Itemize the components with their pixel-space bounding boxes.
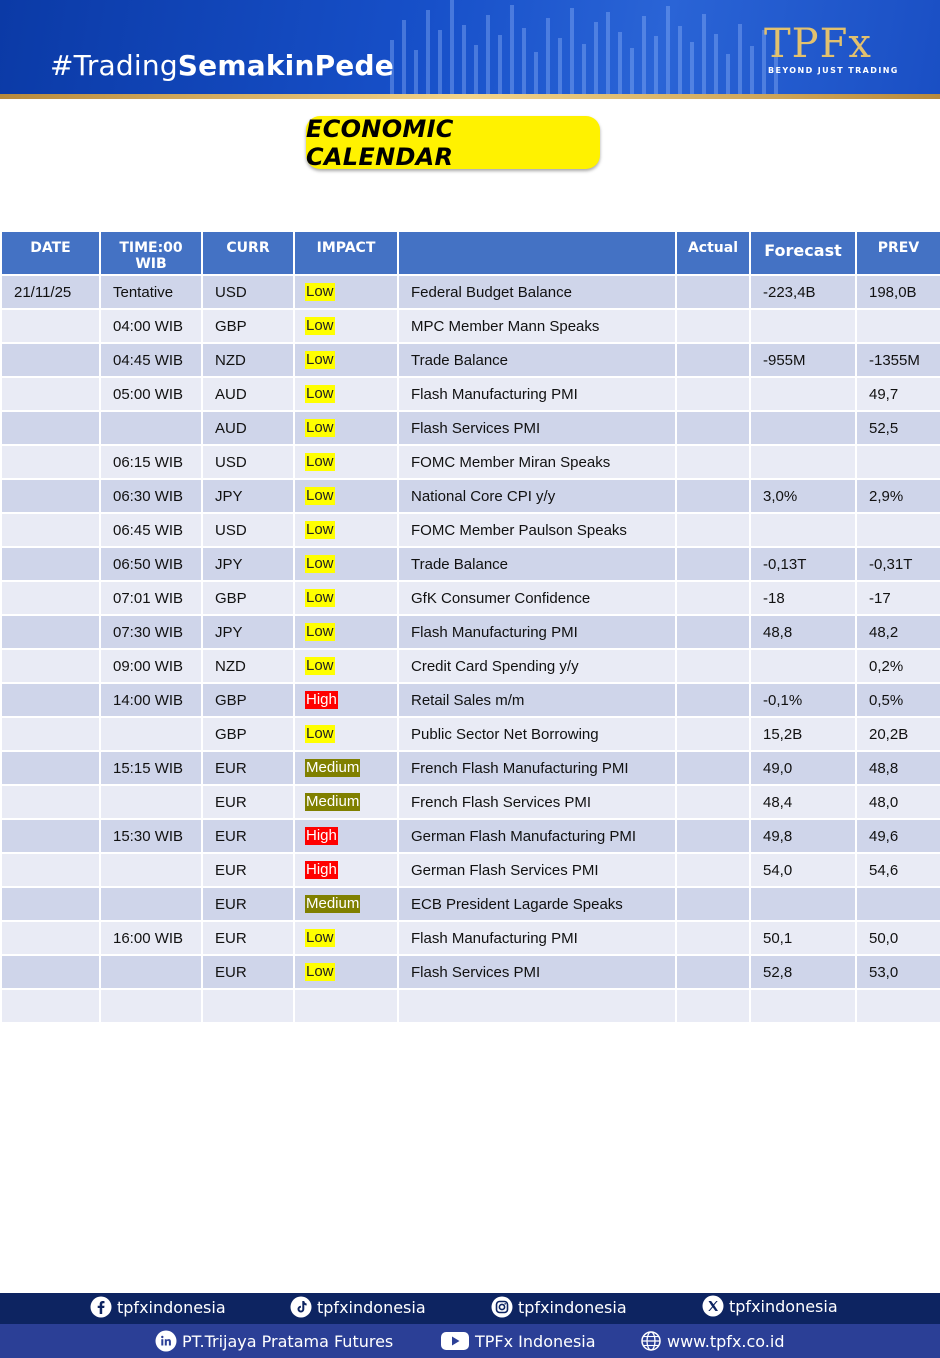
cell-prev <box>856 989 940 1023</box>
table-row <box>1 751 940 785</box>
col-header-date: DATE <box>1 231 100 275</box>
col-header-impact: IMPACT <box>294 231 398 275</box>
x-handle: tpfxindonesia <box>729 1296 838 1316</box>
cell-impact <box>294 547 398 581</box>
table-row <box>1 513 940 547</box>
cell-prev: 0,2% <box>856 649 940 683</box>
table-row <box>1 309 940 343</box>
cell-curr: NZD <box>202 649 294 683</box>
instagram-icon <box>491 1296 513 1318</box>
cell-event: Flash Services PMI <box>398 411 676 445</box>
tiktok-handle: tpfxindonesia <box>317 1297 426 1317</box>
cell-time <box>100 989 202 1023</box>
cell-prev: 20,2B <box>856 717 940 751</box>
facebook-icon <box>90 1296 112 1318</box>
cell-event: Public Sector Net Borrowing <box>398 717 676 751</box>
table-row <box>1 683 940 717</box>
cell-date <box>1 513 100 547</box>
cell-date: 21/11/25 <box>1 275 100 309</box>
impact-badge: Low <box>306 453 334 470</box>
cell-actual <box>676 581 750 615</box>
cell-actual <box>676 275 750 309</box>
footer-facebook[interactable] <box>90 1296 226 1318</box>
cell-impact <box>294 615 398 649</box>
cell-time: 07:01 WIB <box>100 581 202 615</box>
cell-time: 09:00 WIB <box>100 649 202 683</box>
cell-impact <box>294 411 398 445</box>
cell-curr: GBP <box>202 309 294 343</box>
cell-actual <box>676 377 750 411</box>
cell-prev: 49,7 <box>856 377 940 411</box>
cell-event: Flash Manufacturing PMI <box>398 615 676 649</box>
cell-prev: 48,8 <box>856 751 940 785</box>
cell-time <box>100 411 202 445</box>
cell-curr: GBP <box>202 683 294 717</box>
cell-event: Trade Balance <box>398 343 676 377</box>
table-row <box>1 853 940 887</box>
cell-actual <box>676 887 750 921</box>
cell-event: Retail Sales m/m <box>398 683 676 717</box>
cell-impact <box>294 853 398 887</box>
cell-actual <box>676 921 750 955</box>
cell-time: Tentative <box>100 275 202 309</box>
cell-time: 04:00 WIB <box>100 309 202 343</box>
impact-badge: High <box>306 691 337 708</box>
website-url: www.tpfx.co.id <box>667 1331 785 1351</box>
cell-forecast <box>750 445 856 479</box>
cell-forecast: 54,0 <box>750 853 856 887</box>
cell-impact <box>294 275 398 309</box>
cell-date <box>1 445 100 479</box>
cell-curr: JPY <box>202 615 294 649</box>
economic-calendar-table <box>0 230 940 1024</box>
cell-date <box>1 309 100 343</box>
footer-instagram[interactable] <box>491 1296 627 1318</box>
col-header-event <box>398 231 676 275</box>
cell-time: 15:15 WIB <box>100 751 202 785</box>
cell-impact <box>294 445 398 479</box>
cell-event: French Flash Services PMI <box>398 785 676 819</box>
cell-date <box>1 649 100 683</box>
linkedin-icon <box>155 1330 177 1352</box>
cell-impact <box>294 989 398 1023</box>
cell-date <box>1 547 100 581</box>
footer-youtube[interactable] <box>440 1330 596 1352</box>
cell-prev: 49,6 <box>856 819 940 853</box>
cell-impact <box>294 785 398 819</box>
cell-date <box>1 683 100 717</box>
cell-impact <box>294 717 398 751</box>
cell-impact <box>294 479 398 513</box>
cell-event: Federal Budget Balance <box>398 275 676 309</box>
impact-badge: Low <box>306 351 334 368</box>
impact-badge: Medium <box>306 793 360 810</box>
cell-time <box>100 717 202 751</box>
impact-badge: Low <box>306 385 334 402</box>
cell-impact <box>294 921 398 955</box>
impact-badge: Low <box>306 623 334 640</box>
cell-impact <box>294 819 398 853</box>
impact-badge: Low <box>306 283 334 300</box>
cell-event: FOMC Member Miran Speaks <box>398 445 676 479</box>
cell-forecast: -0,13T <box>750 547 856 581</box>
cell-actual <box>676 343 750 377</box>
table-row <box>1 581 940 615</box>
globe-icon <box>640 1330 662 1352</box>
cell-date <box>1 377 100 411</box>
col-header-curr: CURR <box>202 231 294 275</box>
col-header-actual: Actual <box>676 231 750 275</box>
table-row <box>1 479 940 513</box>
cell-actual <box>676 785 750 819</box>
cell-impact <box>294 309 398 343</box>
header-banner <box>0 0 940 94</box>
cell-actual <box>676 615 750 649</box>
impact-badge: High <box>306 827 337 844</box>
tpfx-logo <box>764 22 904 82</box>
cell-prev: 2,9% <box>856 479 940 513</box>
cell-time: 06:45 WIB <box>100 513 202 547</box>
cell-actual <box>676 717 750 751</box>
cell-date <box>1 887 100 921</box>
cell-prev: 48,0 <box>856 785 940 819</box>
table-row <box>1 411 940 445</box>
cell-prev: 48,2 <box>856 615 940 649</box>
impact-badge: Low <box>306 521 334 538</box>
cell-prev: 53,0 <box>856 955 940 989</box>
footer-tiktok[interactable] <box>290 1296 426 1318</box>
cell-date <box>1 819 100 853</box>
cell-time <box>100 887 202 921</box>
cell-forecast <box>750 377 856 411</box>
cell-curr: AUD <box>202 411 294 445</box>
impact-badge: Medium <box>306 895 360 912</box>
cell-date <box>1 921 100 955</box>
cell-event: GfK Consumer Confidence <box>398 581 676 615</box>
cell-curr: USD <box>202 513 294 547</box>
table-row <box>1 887 940 921</box>
cell-actual <box>676 309 750 343</box>
cell-event: Credit Card Spending y/y <box>398 649 676 683</box>
cell-curr: EUR <box>202 921 294 955</box>
cell-event: MPC Member Mann Speaks <box>398 309 676 343</box>
cell-forecast: -223,4B <box>750 275 856 309</box>
impact-badge: Medium <box>306 759 360 776</box>
cell-time: 05:00 WIB <box>100 377 202 411</box>
table-body <box>1 275 940 1023</box>
impact-badge: High <box>306 861 337 878</box>
table-row <box>1 989 940 1023</box>
cell-forecast: 49,8 <box>750 819 856 853</box>
cell-prev <box>856 445 940 479</box>
footer-x[interactable] <box>702 1295 838 1317</box>
table-row <box>1 343 940 377</box>
cell-time <box>100 955 202 989</box>
cell-actual <box>676 819 750 853</box>
cell-actual <box>676 411 750 445</box>
cell-event: Flash Manufacturing PMI <box>398 921 676 955</box>
table-header-row <box>1 231 940 275</box>
cell-forecast <box>750 309 856 343</box>
cell-impact <box>294 751 398 785</box>
cell-date <box>1 785 100 819</box>
cell-curr: EUR <box>202 955 294 989</box>
cell-event: Flash Services PMI <box>398 955 676 989</box>
cell-curr: EUR <box>202 751 294 785</box>
gold-divider <box>0 94 940 99</box>
cell-forecast: 3,0% <box>750 479 856 513</box>
cell-date <box>1 853 100 887</box>
cell-prev: 198,0B <box>856 275 940 309</box>
cell-forecast: 52,8 <box>750 955 856 989</box>
cell-prev <box>856 309 940 343</box>
cell-event: National Core CPI y/y <box>398 479 676 513</box>
impact-badge: Low <box>306 657 334 674</box>
cell-impact <box>294 513 398 547</box>
table-row <box>1 717 940 751</box>
cell-time: 16:00 WIB <box>100 921 202 955</box>
cell-prev <box>856 513 940 547</box>
cell-actual <box>676 853 750 887</box>
cell-time: 06:50 WIB <box>100 547 202 581</box>
cell-curr: USD <box>202 445 294 479</box>
cell-date <box>1 751 100 785</box>
cell-time: 14:00 WIB <box>100 683 202 717</box>
cell-curr <box>202 989 294 1023</box>
cell-event: German Flash Services PMI <box>398 853 676 887</box>
cell-actual <box>676 513 750 547</box>
cell-forecast: -18 <box>750 581 856 615</box>
cell-prev: 52,5 <box>856 411 940 445</box>
cell-actual <box>676 445 750 479</box>
cell-event <box>398 989 676 1023</box>
cell-time <box>100 853 202 887</box>
impact-badge: Low <box>306 487 334 504</box>
cell-curr: EUR <box>202 853 294 887</box>
cell-time: 04:45 WIB <box>100 343 202 377</box>
cell-event: French Flash Manufacturing PMI <box>398 751 676 785</box>
cell-curr: GBP <box>202 581 294 615</box>
logo-tagline: BEYOND JUST TRADING <box>768 66 899 75</box>
cell-curr: JPY <box>202 479 294 513</box>
cell-impact <box>294 377 398 411</box>
cell-time <box>100 785 202 819</box>
cell-actual <box>676 683 750 717</box>
cell-date <box>1 955 100 989</box>
cell-forecast: -0,1% <box>750 683 856 717</box>
tiktok-icon <box>290 1296 312 1318</box>
cell-impact <box>294 343 398 377</box>
cell-prev: 50,0 <box>856 921 940 955</box>
logo-wordmark: TPFx <box>764 21 872 67</box>
cell-date <box>1 479 100 513</box>
cell-forecast <box>750 411 856 445</box>
impact-badge: Low <box>306 419 334 436</box>
cell-event: Flash Manufacturing PMI <box>398 377 676 411</box>
cell-curr: EUR <box>202 887 294 921</box>
table-row <box>1 921 940 955</box>
impact-badge: Low <box>306 929 334 946</box>
footer-contact-bar <box>0 1324 940 1358</box>
youtube-channel: TPFx Indonesia <box>475 1331 596 1351</box>
table-row <box>1 445 940 479</box>
table-row <box>1 955 940 989</box>
cell-forecast: 15,2B <box>750 717 856 751</box>
table-row <box>1 615 940 649</box>
cell-time: 06:30 WIB <box>100 479 202 513</box>
cell-prev: 0,5% <box>856 683 940 717</box>
x-twitter-icon <box>702 1295 724 1317</box>
cell-forecast: 49,0 <box>750 751 856 785</box>
hashtag-slogan: #TradingSemakinPede <box>50 49 394 82</box>
cell-event: Trade Balance <box>398 547 676 581</box>
cell-date <box>1 581 100 615</box>
cell-prev: 54,6 <box>856 853 940 887</box>
cell-actual <box>676 751 750 785</box>
cell-impact <box>294 955 398 989</box>
instagram-handle: tpfxindonesia <box>518 1297 627 1317</box>
cell-time: 06:15 WIB <box>100 445 202 479</box>
cell-date <box>1 717 100 751</box>
cell-curr: JPY <box>202 547 294 581</box>
col-header-forecast: Forecast <box>750 231 856 275</box>
cell-curr: NZD <box>202 343 294 377</box>
impact-badge: Low <box>306 963 334 980</box>
cell-time: 07:30 WIB <box>100 615 202 649</box>
cell-forecast: 50,1 <box>750 921 856 955</box>
cell-forecast <box>750 513 856 547</box>
table-row <box>1 377 940 411</box>
impact-badge: Low <box>306 555 334 572</box>
cell-date <box>1 411 100 445</box>
chart-bars-decoration-icon <box>380 0 800 94</box>
cell-actual <box>676 479 750 513</box>
cell-time: 15:30 WIB <box>100 819 202 853</box>
cell-actual <box>676 955 750 989</box>
cell-impact <box>294 649 398 683</box>
cell-actual <box>676 547 750 581</box>
footer-linkedin[interactable] <box>155 1330 393 1352</box>
col-header-prev: PREV <box>856 231 940 275</box>
cell-curr: USD <box>202 275 294 309</box>
cell-forecast: 48,8 <box>750 615 856 649</box>
cell-forecast: 48,4 <box>750 785 856 819</box>
cell-impact <box>294 887 398 921</box>
cell-prev: -17 <box>856 581 940 615</box>
cell-curr: AUD <box>202 377 294 411</box>
table-row <box>1 275 940 309</box>
cell-event: German Flash Manufacturing PMI <box>398 819 676 853</box>
cell-prev: -0,31T <box>856 547 940 581</box>
cell-date <box>1 343 100 377</box>
footer-social-bar <box>0 1293 940 1324</box>
cell-impact <box>294 581 398 615</box>
impact-badge: Low <box>306 725 334 742</box>
cell-forecast <box>750 649 856 683</box>
cell-event: ECB President Lagarde Speaks <box>398 887 676 921</box>
cell-actual <box>676 989 750 1023</box>
col-header-time: TIME:00 WIB <box>100 231 202 275</box>
cell-curr: EUR <box>202 819 294 853</box>
cell-forecast <box>750 989 856 1023</box>
table-row <box>1 785 940 819</box>
cell-prev <box>856 887 940 921</box>
table-row <box>1 649 940 683</box>
cell-actual <box>676 649 750 683</box>
cell-prev: -1355M <box>856 343 940 377</box>
page-title: ECONOMIC CALENDAR <box>306 114 454 171</box>
cell-curr: EUR <box>202 785 294 819</box>
cell-forecast <box>750 887 856 921</box>
table-row <box>1 547 940 581</box>
linkedin-name: PT.Trijaya Pratama Futures <box>182 1331 394 1351</box>
title-badge <box>306 116 600 169</box>
cell-date <box>1 989 100 1023</box>
facebook-handle: tpfxindonesia <box>117 1297 226 1317</box>
youtube-icon <box>440 1330 470 1352</box>
cell-event: FOMC Member Paulson Speaks <box>398 513 676 547</box>
footer-website[interactable] <box>640 1330 784 1352</box>
cell-forecast: -955M <box>750 343 856 377</box>
cell-date <box>1 615 100 649</box>
cell-impact <box>294 683 398 717</box>
table-row <box>1 819 940 853</box>
impact-badge: Low <box>306 589 334 606</box>
impact-badge: Low <box>306 317 334 334</box>
cell-curr: GBP <box>202 717 294 751</box>
